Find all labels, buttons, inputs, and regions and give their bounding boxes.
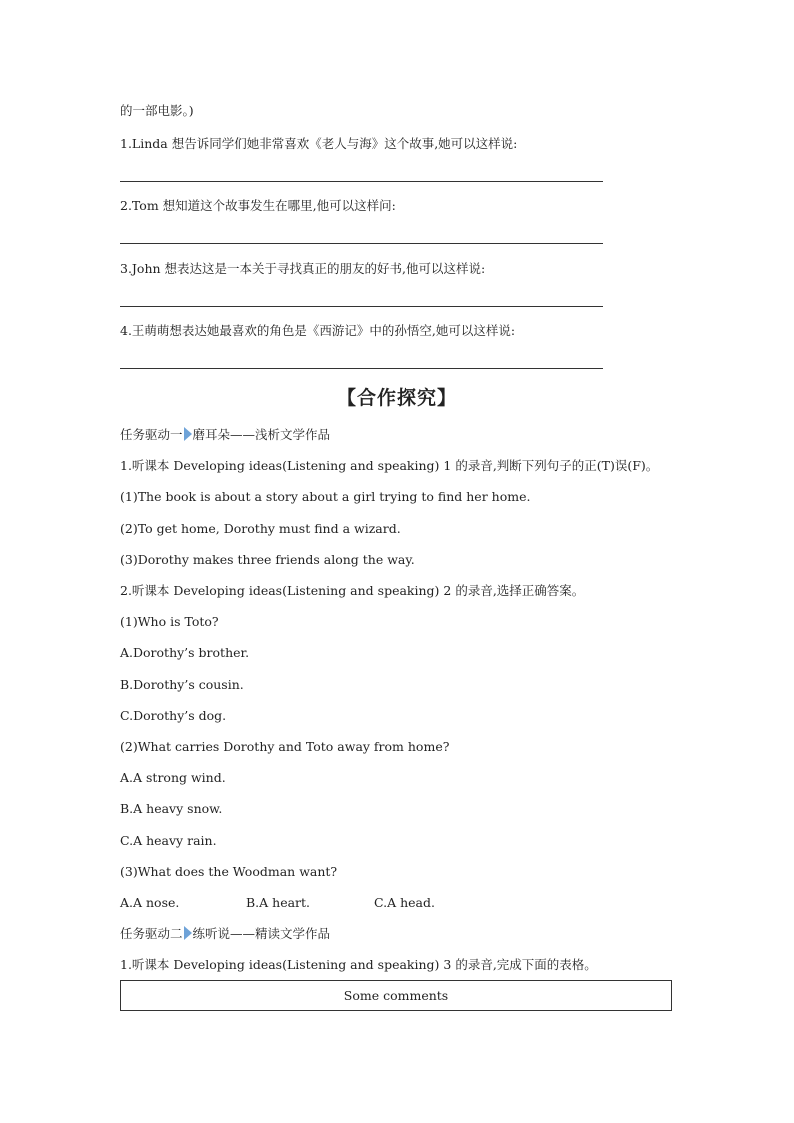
answer-line-3[interactable] [120, 306, 603, 307]
task2-name: 练听说——精读文学作品 [192, 926, 331, 941]
task1-q2-instruction: 2.听课本 Developing ideas(Listening and speaking) 2 的录音,选择正确答案。 [120, 583, 585, 598]
task1-name: 磨耳朵——浅析文学作品 [192, 427, 331, 442]
question-2-1: (1)Who is Toto? [120, 614, 219, 629]
statement-1: (1)The book is about a story about a girl trying to find her home. [120, 489, 531, 504]
option-2-1-a[interactable]: A.Dorothy’s brother. [120, 645, 250, 660]
answer-line-2[interactable] [120, 243, 603, 244]
question-2-2: (2)What carries Dorothy and Toto away from home? [120, 739, 450, 754]
task1-heading [120, 427, 330, 443]
task2-heading [120, 926, 330, 942]
intro-tail: 的一部电影。) [120, 103, 194, 118]
option-2-3-b[interactable]: B.A heart. [246, 895, 311, 910]
comments-table [120, 980, 672, 1011]
option-2-3-a[interactable]: A.A nose. [120, 895, 180, 910]
scenario-2: 2.Tom 想知道这个故事发生在哪里,他可以这样问: [120, 198, 396, 213]
scenario-1: 1.Linda 想告诉同学们她非常喜欢《老人与海》这个故事,她可以这样说: [120, 136, 518, 151]
answer-line-4[interactable] [120, 368, 603, 369]
option-2-2-c[interactable]: C.A heavy rain. [120, 833, 217, 848]
statement-2: (2)To get home, Dorothy must find a wizard. [120, 521, 401, 536]
options-row-2-3 [120, 895, 435, 911]
task1-prefix: 任务驱动一 [120, 427, 183, 442]
scenario-3: 3.John 想表达这是一本关于寻找真正的朋友的好书,他可以这样说: [120, 261, 486, 276]
option-2-1-b[interactable]: B.Dorothy’s cousin. [120, 677, 244, 692]
option-2-1-c[interactable]: C.Dorothy’s dog. [120, 708, 227, 723]
question-2-3: (3)What does the Woodman want? [120, 864, 338, 879]
section-title: 【合作探究】 [336, 387, 457, 409]
arrow-icon [184, 427, 192, 441]
option-2-2-a[interactable]: A.A strong wind. [120, 770, 226, 785]
arrow-icon [184, 926, 192, 940]
option-2-2-b[interactable]: B.A heavy snow. [120, 801, 223, 816]
task1-q1-instruction: 1.听课本 Developing ideas(Listening and speaking) 1 的录音,判断下列句子的正(T)误(F)。 [120, 458, 659, 473]
scenario-4: 4.王萌萌想表达她最喜欢的角色是《西游记》中的孙悟空,她可以这样说: [120, 323, 516, 338]
answer-line-1[interactable] [120, 181, 603, 182]
task2-q1-instruction: 1.听课本 Developing ideas(Listening and speaking) 3 的录音,完成下面的表格。 [120, 957, 597, 972]
option-2-3-c[interactable]: C.A head. [374, 895, 435, 910]
table-header-cell: Some comments [343, 988, 449, 1003]
statement-3: (3)Dorothy makes three friends along the way. [120, 552, 415, 567]
task2-prefix: 任务驱动二 [120, 926, 183, 941]
